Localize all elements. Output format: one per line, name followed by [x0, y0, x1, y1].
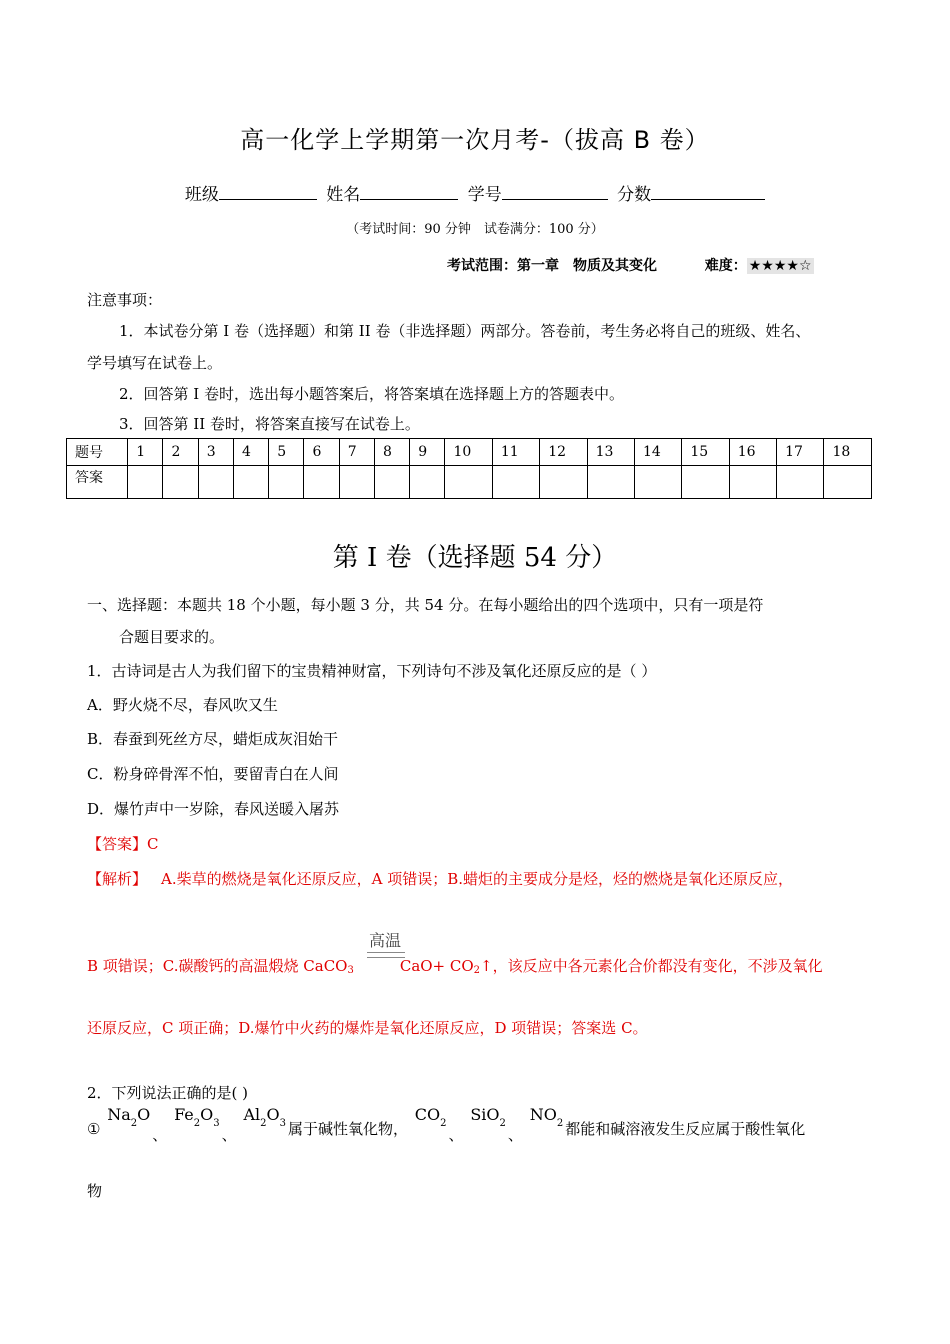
difficulty-label: 难度： — [704, 258, 747, 274]
question-number-cell: 3 — [198, 439, 233, 466]
question-1-option-b: B．春蚕到死丝方尽，蜡炬成灰泪始干 — [87, 730, 339, 748]
answer-value: C — [147, 835, 159, 853]
question-1-answer — [87, 833, 159, 854]
subscript: 3 — [347, 965, 354, 976]
question-1-explanation-line-3: 还原反应，C 项正确；D.爆竹中火药的爆炸是氧化还原反应，D 项错误；答案选 C。 — [87, 1019, 648, 1037]
question-1-stem: 1．古诗词是古人为我们留下的宝贵精神财富，下列诗句不涉及氧化还原反应的是（ ） — [87, 662, 657, 680]
notes-heading: 注意事项： — [87, 291, 163, 309]
exam-title: 高一化学上学期第一次月考-（拔高 B 卷） — [240, 126, 710, 154]
answer-cell[interactable] — [304, 466, 339, 499]
question-number-cell: 16 — [729, 439, 776, 466]
question-1-option-a: A．野火烧不尽，春风吹又生 — [87, 696, 278, 714]
row-header-answer: 答案 — [67, 466, 128, 499]
student-id-blank[interactable] — [502, 185, 608, 200]
formula-co2: $CO_2$ — [414, 1105, 447, 1129]
formula-al2o3: $Al_2O_3$ — [243, 1105, 286, 1129]
answer-cell[interactable] — [233, 466, 268, 499]
answer-cell[interactable] — [634, 466, 681, 499]
reaction-condition: 高温 — [369, 931, 402, 950]
answer-cell[interactable] — [824, 466, 872, 499]
answer-cell[interactable] — [445, 466, 492, 499]
row-header-question-number: 题号 — [67, 439, 128, 466]
question-number-cell: 6 — [304, 439, 339, 466]
section-intro-line-1: 一、选择题：本题共 18 个小题，每小题 3 分，共 54 分。在每小题给出的四个选项中，只有一项是符 — [87, 596, 764, 614]
answer-cell[interactable] — [198, 466, 233, 499]
section-intro-line-2: 合题目要求的。 — [119, 628, 225, 646]
answer-cell[interactable] — [410, 466, 445, 499]
section-title: 第 I 卷（选择题 54 分） — [332, 543, 618, 573]
question-number-cell: 8 — [374, 439, 409, 466]
student-info-fields — [0, 180, 950, 205]
class-blank[interactable] — [219, 185, 317, 200]
basic-oxide-text: 属于碱性氧化物， — [288, 1120, 409, 1138]
answer-cell[interactable] — [777, 466, 824, 499]
question-number-cell: 5 — [269, 439, 304, 466]
scope-label: 考试范围：第一章 物质及其变化 — [447, 258, 657, 274]
question-number-cell: 7 — [339, 439, 374, 466]
difficulty-stars-icon: ★★★★☆ — [748, 258, 812, 274]
question-number-cell: 9 — [410, 439, 445, 466]
answer-cell[interactable] — [492, 466, 539, 499]
formula-sio2: SiO$_2$ — [470, 1105, 506, 1129]
answer-cell[interactable] — [339, 466, 374, 499]
question-1-option-c: C．粉身碎骨浑不怕，要留青白在人间 — [87, 765, 339, 783]
formula-na2o: $Na_2O$ — [107, 1105, 151, 1129]
answer-row — [67, 466, 872, 499]
class-label: 班级 — [184, 185, 219, 205]
separator: 、 — [448, 1126, 464, 1144]
answer-label: 【答案】 — [87, 835, 148, 853]
question-2-statement-1-continued: 物 — [87, 1182, 103, 1200]
exam-scope — [447, 255, 814, 275]
explanation-text: ↑，该反应中各元素化合价都没有变化，不涉及氧化 — [480, 957, 823, 975]
answer-cell[interactable] — [587, 466, 634, 499]
question-number-cell: 14 — [634, 439, 681, 466]
explanation-text: CaO+ CO — [399, 957, 474, 975]
name-blank[interactable] — [360, 185, 458, 200]
explanation-text: B 项错误；C.碳酸钙的高温煅烧 CaCO — [87, 957, 348, 975]
question-number-cell: 1 — [128, 439, 163, 466]
question-number-cell: 18 — [824, 439, 872, 466]
question-1-explanation-line-2 — [87, 955, 823, 976]
question-number-cell: 15 — [682, 439, 729, 466]
question-number-cell: 4 — [233, 439, 268, 466]
question-number-cell: 13 — [587, 439, 634, 466]
separator: 、 — [221, 1126, 237, 1144]
answer-cell[interactable] — [682, 466, 729, 499]
explanation-label: 【解析】 — [87, 870, 148, 888]
note-item-3: 3．回答第 II 卷时，将答案直接写在试卷上。 — [119, 415, 420, 433]
note-item-1-continued: 学号填写在试卷上。 — [87, 354, 223, 372]
question-2-stem: 2．下列说法正确的是( ) — [87, 1084, 249, 1102]
question-2-statement-1 — [87, 1105, 806, 1144]
subscript: 2 — [473, 965, 481, 976]
answer-cell[interactable] — [540, 466, 587, 499]
question-number-cell: 12 — [540, 439, 587, 466]
answer-cell[interactable] — [128, 466, 163, 499]
acid-oxide-text: 都能和碱溶液发生反应属于酸性氧化 — [565, 1120, 806, 1138]
separator: 、 — [507, 1126, 523, 1144]
formula-no2: $NO_2$ — [529, 1105, 564, 1129]
name-label: 姓名 — [326, 185, 361, 205]
answer-cell[interactable] — [374, 466, 409, 499]
formula-fe2o3: $Fe_2O_3$ — [174, 1105, 220, 1129]
answer-cell[interactable] — [729, 466, 776, 499]
score-label: 分数 — [617, 185, 652, 205]
question-1-option-d: D．爆竹声中一岁除，春风送暖入屠苏 — [87, 800, 340, 818]
answer-table — [66, 438, 872, 499]
question-number-cell: 17 — [777, 439, 824, 466]
score-blank[interactable] — [651, 185, 765, 200]
answer-cell[interactable] — [269, 466, 304, 499]
question-1-explanation-line-1 — [87, 868, 793, 889]
explanation-text: A.柴草的燃烧是氧化还原反应，A 项错误；B.蜡炬的主要成分是烃，烃的燃烧是氧化还原反应， — [161, 870, 794, 888]
question-number-row — [67, 439, 872, 466]
student-id-label: 学号 — [467, 185, 502, 205]
note-item-2: 2．回答第 I 卷时，选出每小题答案后，将答案填在选择题上方的答题表中。 — [119, 385, 625, 403]
question-number-cell: 11 — [492, 439, 539, 466]
note-item-1: 1．本试卷分第 I 卷（选择题）和第 II 卷（非选择题）两部分。答卷前，考生务必将自己的班级、姓名、 — [119, 322, 811, 340]
question-number-cell: 2 — [163, 439, 198, 466]
statement-marker: ① — [87, 1120, 101, 1138]
answer-cell[interactable] — [163, 466, 198, 499]
separator: 、 — [152, 1126, 168, 1144]
question-number-cell: 10 — [445, 439, 492, 466]
exam-time-info: （考试时间：90 分钟 试卷满分：100 分） — [346, 222, 604, 237]
